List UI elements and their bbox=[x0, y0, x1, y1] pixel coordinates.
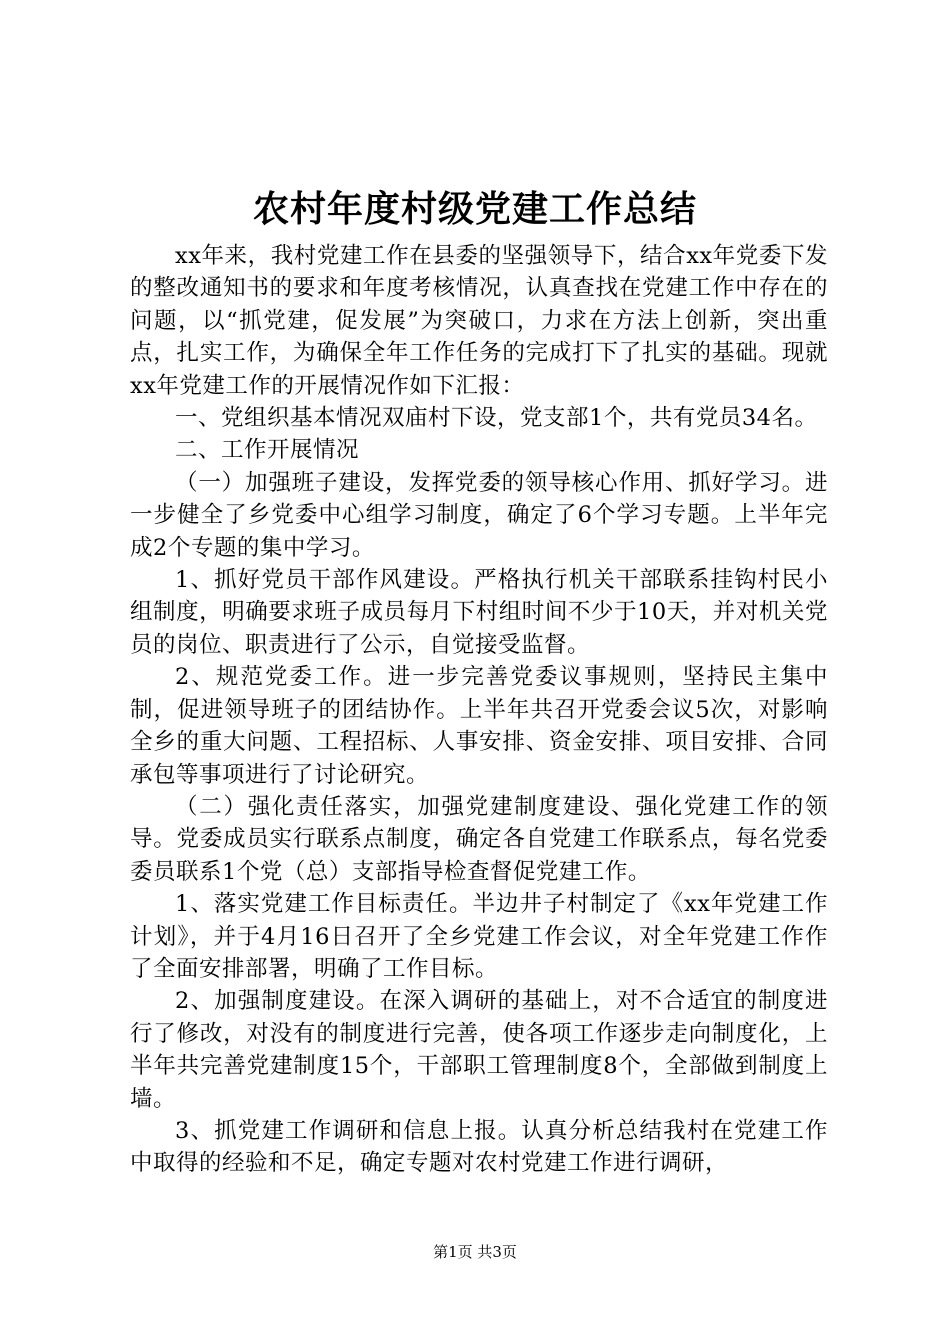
paragraph-item-5: 3、抓党建工作调研和信息上报。认真分析总结我村在党建工作中取得的经验和不足，确定专题对农村党建工作进行调研， bbox=[130, 1117, 828, 1177]
paragraph-subsection-1: （一）加强班子建设，发挥党委的领导核心作用、抓好学习。进一步健全了乡党委中心组学习制度，确定了6个学习专题。上半年完成2个专题的集中学习。 bbox=[130, 469, 828, 561]
paragraph-item-3: 1、落实党建工作目标责任。半边井子村制定了《xx年党建工作计划》，并于4月16日召开了全乡党建工作会议，对全年党建工作作了全面安排部署，明确了工作目标。 bbox=[130, 891, 828, 982]
paragraph-item-4: 2、加强制度建设。在深入调研的基础上，对不合适宜的制度进行了修改，对没有的制度进行完善，使各项工作逐步走向制度化，上半年共完善党建制度15个，干部职工管理制度8个，全部做到制度上墙。 bbox=[130, 988, 828, 1112]
page-title: 农村年度村级党建工作总结 bbox=[252, 188, 697, 230]
page-number-footer: 第1页 共3页 bbox=[433, 1243, 517, 1261]
document-body bbox=[130, 240, 828, 1180]
paragraph-item-1: 1、抓好党员干部作风建设。严格执行机关干部联系挂钩村民小组制度，明确要求班子成员每月下村组时间不少于10天，并对机关党员的岗位、职责进行了公示，自觉接受监督。 bbox=[130, 567, 828, 658]
paragraph-subsection-2: （二）强化责任落实，加强党建制度建设、强化党建工作的领导。党委成员实行联系点制度，确定各自党建工作联系点，每名党委委员联系1个党（总）支部指导检查督促党建工作。 bbox=[130, 793, 828, 885]
paragraph-item-2: 2、规范党委工作。进一步完善党委议事规则，坚持民主集中制，促进领导班子的团结协作。上半年共召开党委会议5次，对影响全乡的重大问题、工程招标、人事安排、资金安排、项目安排、合同承包等事项进行了讨论研究。 bbox=[130, 664, 828, 788]
paragraph-intro: xx年来，我村党建工作在县委的坚强领导下，结合xx年党委下发的整改通知书的要求和年度考核情况，认真查找在党建工作中存在的问题，以“抓党建，促发展”为突破口，力求在方法上创新，突出重点，扎实工作，为确保全年工作任务的完成打下了扎实的基础。现就xx年党建工作的开展情况作如下汇报： bbox=[130, 243, 828, 399]
paragraph-section-2-heading: 二、工作开展情况 bbox=[175, 437, 360, 464]
paragraph-section-1: 一、党组织基本情况双庙村下设，党支部1个，共有党员34名。 bbox=[175, 405, 818, 432]
